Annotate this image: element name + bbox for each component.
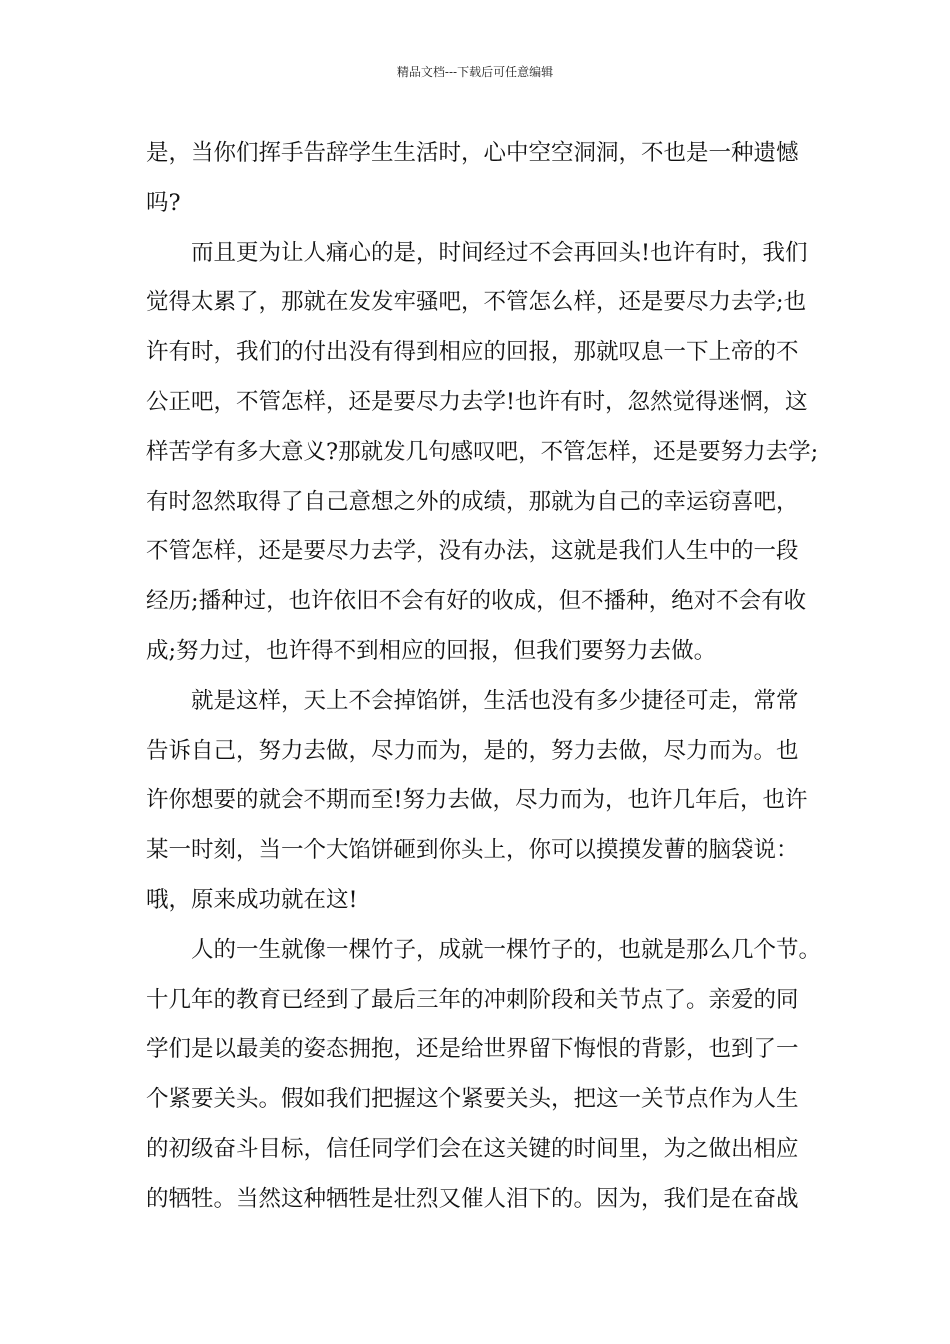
text-line: 的牺牲。当然这种牺牲是壮烈又催人泪下的。因为，我们是在奋战	[146, 1185, 799, 1212]
text-line: 告诉自己，努力去做，尽力而为，是的，努力去做，尽力而为。也	[146, 737, 799, 764]
text-line: 许有时，我们的付出没有得到相应的回报，那就叹息一下上帝的不	[146, 339, 799, 366]
text-line: 哦，原来成功就在这!	[146, 886, 358, 913]
text-line: 样苦学有多大意义?那就发几句感叹吧，不管怎样，还是要努力去学;	[146, 438, 819, 465]
paragraph-first-line: 人的一生就像一棵竹子，成就一棵竹子的，也就是那么几个节。	[191, 936, 822, 963]
text-line: 经历;播种过，也许依旧不会有好的收成，但不播种，绝对不会有收	[146, 588, 807, 615]
text-line: 是，当你们挥手告辞学生生活时，心中空空洞洞，不也是一种遗憾	[146, 140, 799, 166]
text-line: 成;努力过，也许得不到相应的回报，但我们要努力去做。	[146, 637, 717, 664]
text-line: 不管怎样，还是要尽力去学，没有办法，这就是我们人生中的一段	[146, 538, 799, 565]
text-line: 吗?	[146, 189, 181, 216]
paragraph-first-line: 就是这样，天上不会掉馅饼，生活也没有多少捷径可走，常常	[191, 687, 799, 714]
text-line: 某一时刻，当一个大馅饼砸到你头上，你可以摸摸发蓸的脑袋说：	[146, 837, 799, 864]
document-body	[146, 129, 826, 1225]
text-line: 许你想要的就会不期而至!努力去做，尽力而为，也许几年后，也许	[146, 787, 808, 814]
text-line: 学们是以最美的姿态拥抱，还是给世界留下悔恨的背影，也到了一	[146, 1036, 799, 1063]
text-line: 觉得太累了，那就在发发牢骚吧，不管怎么样，还是要尽力去学;也	[146, 289, 807, 316]
paragraph-first-line: 而且更为让人痛心的是，时间经过不会再回头!也许有时，我们	[191, 239, 808, 266]
text-line: 的初级奋斗目标，信任同学们会在这关键的时间里，为之做出相应	[146, 1135, 799, 1162]
text-line: 个紧要关头。假如我们把握这个紧要关头，把这一关节点作为人生	[146, 1086, 799, 1113]
text-line: 有时忽然取得了自己意想之外的成绩，那就为自己的幸运窃喜吧，	[146, 488, 799, 515]
text-line: 公正吧，不管怎样，还是要尽力去学!也许有时，忽然觉得迷惘，这	[146, 388, 808, 415]
text-line: 十几年的教育已经到了最后三年的冲刺阶段和关节点了。亲爱的同	[146, 986, 799, 1013]
page-header: 精品文档---下载后可任意编辑	[396, 65, 554, 79]
